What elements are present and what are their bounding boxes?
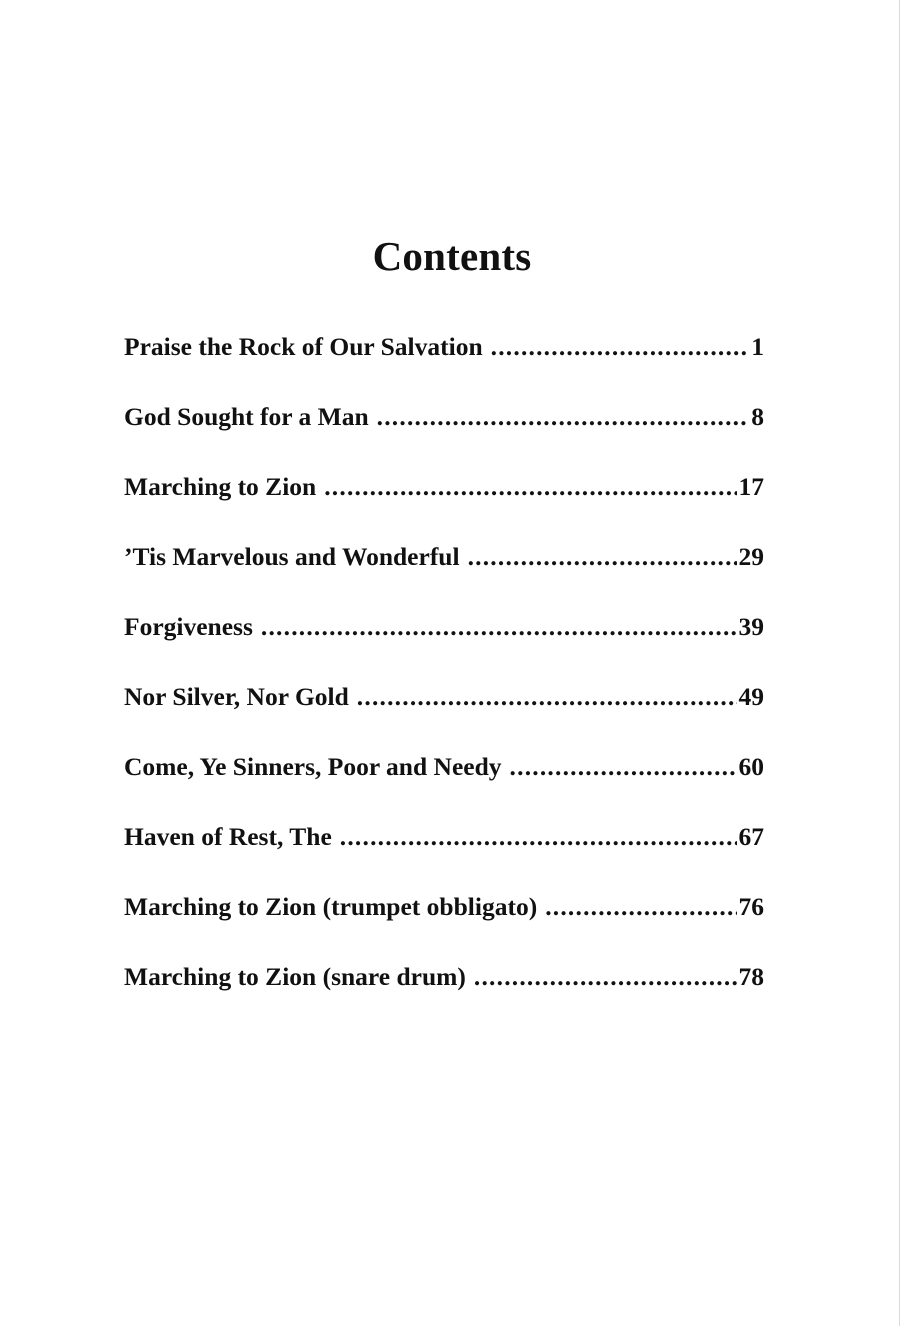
toc-entry-title: ’Tis Marvelous and Wonderful — [124, 542, 460, 571]
dot-leader — [545, 886, 736, 928]
toc-entry — [124, 816, 764, 886]
table-of-contents — [124, 326, 764, 1026]
dot-leader — [468, 536, 737, 578]
toc-page-number: 1 — [751, 332, 764, 361]
toc-page-number: 78 — [738, 962, 764, 991]
toc-entry — [124, 746, 764, 816]
toc-page-number: 29 — [738, 542, 764, 571]
dot-leader — [357, 676, 737, 718]
dot-leader — [377, 396, 750, 438]
toc-entry — [124, 886, 764, 956]
toc-page-number: 8 — [751, 402, 764, 431]
toc-entry-title: Marching to Zion (snare drum) — [124, 962, 466, 991]
toc-entry-title: Marching to Zion (trumpet obbligato) — [124, 892, 538, 921]
toc-entry-title: Forgiveness — [124, 612, 253, 641]
toc-entry — [124, 466, 764, 536]
toc-entry — [124, 676, 764, 746]
toc-page-number: 67 — [738, 822, 764, 851]
toc-entry — [124, 536, 764, 606]
toc-page-number: 39 — [738, 612, 764, 641]
page-title: Contents — [372, 233, 532, 279]
toc-entry — [124, 606, 764, 676]
toc-entry — [124, 326, 764, 396]
toc-page-number: 60 — [738, 752, 764, 781]
toc-entry-title: God Sought for a Man — [124, 402, 369, 431]
dot-leader — [491, 326, 750, 368]
toc-entry — [124, 956, 764, 1026]
toc-entry-title: Come, Ye Sinners, Poor and Needy — [124, 752, 502, 781]
dot-leader — [510, 746, 737, 788]
toc-entry-title: Marching to Zion — [124, 472, 317, 501]
toc-entry-title: Praise the Rock of Our Salvation — [124, 332, 483, 361]
toc-page-number: 17 — [738, 472, 764, 501]
dot-leader — [340, 816, 737, 858]
dot-leader — [261, 606, 737, 648]
toc-page-number: 49 — [738, 682, 764, 711]
toc-entry-title: Nor Silver, Nor Gold — [124, 682, 349, 711]
toc-page-number: 76 — [738, 892, 764, 921]
toc-entry-title: Haven of Rest, The — [124, 822, 332, 851]
dot-leader — [474, 956, 737, 998]
dot-leader — [324, 466, 736, 508]
toc-entry — [124, 396, 764, 466]
